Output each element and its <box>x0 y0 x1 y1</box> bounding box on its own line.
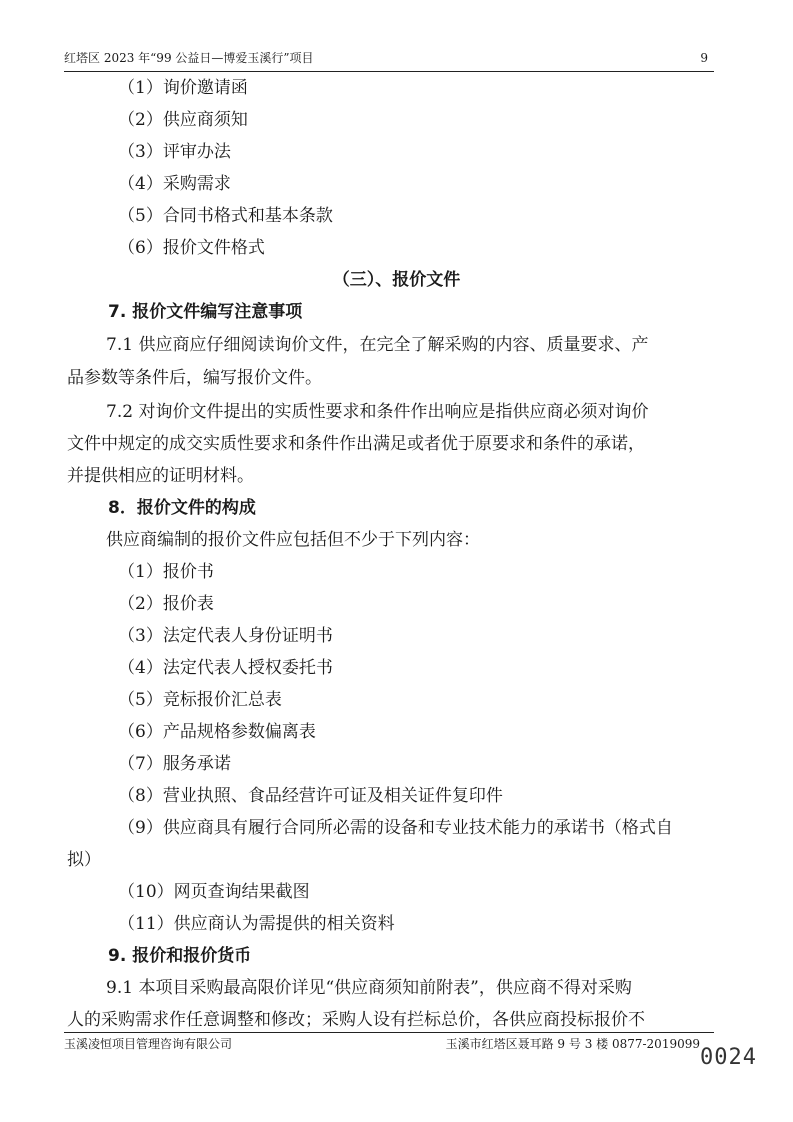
paragraph-7-1-line: 品参数等条件后，编写报价文件。 <box>67 368 322 388</box>
list-item: （7）服务承诺 <box>118 754 231 774</box>
heading-8: 8．报价文件的构成 <box>108 498 256 518</box>
list-item: （6）报价文件格式 <box>118 238 265 258</box>
paragraph-9-1-line: 9.1 本项目采购最高限价详见“供应商须知前附表”，供应商不得对采购 <box>106 978 632 998</box>
list-item: （2）供应商须知 <box>118 110 248 130</box>
list-item: （1）询价邀请函 <box>118 78 248 98</box>
paragraph-9-1-line: 人的采购需求作任意调整和修改；采购人设有拦标总价，各供应商投标报价不 <box>67 1010 645 1030</box>
list-item: （5）合同书格式和基本条款 <box>118 206 333 226</box>
paragraph-7-2-line: 7.2 对询价文件提出的实质性要求和条件作出响应是指供应商必须对询价 <box>106 402 649 422</box>
paragraph-8-intro: 供应商编制的报价文件应包括但不少于下列内容： <box>106 530 480 550</box>
list-item-continuation: 拟） <box>67 850 101 870</box>
header-project-title: 红塔区 2023 年“99 公益日—博爱玉溪行”项目 <box>64 51 314 65</box>
list-item: （10）网页查询结果截图 <box>118 882 310 902</box>
list-item: （3）法定代表人身份证明书 <box>118 626 333 646</box>
paragraph-7-2-line: 文件中规定的成交实质性要求和条件作出满足或者优于原要求和条件的承诺， <box>67 434 645 454</box>
list-item: （4）法定代表人授权委托书 <box>118 658 333 678</box>
footer-address: 玉溪市红塔区聂耳路 9 号 3 楼 0877-2019099 <box>445 1037 700 1051</box>
list-item: （1）报价书 <box>118 562 214 582</box>
list-item: （8）营业执照、食品经营许可证及相关证件复印件 <box>118 786 503 806</box>
list-item: （4）采购需求 <box>118 174 231 194</box>
heading-9: 9. 报价和报价货币 <box>108 946 252 966</box>
list-item: （2）报价表 <box>118 594 214 614</box>
paragraph-7-1-line: 7.1 供应商应仔细阅读询价文件，在完全了解采购的内容、质量要求、产 <box>106 335 649 355</box>
page-header <box>64 49 714 72</box>
heading-7: 7. 报价文件编写注意事项 <box>108 302 303 322</box>
section-title: （三）、报价文件 <box>332 270 461 290</box>
header-page-number: 9 <box>700 51 708 65</box>
list-item: （5）竞标报价汇总表 <box>118 690 282 710</box>
paragraph-7-2-line: 并提供相应的证明材料。 <box>67 466 254 486</box>
list-item: （3）评审办法 <box>118 142 231 162</box>
list-item: （9）供应商具有履行合同所必需的设备和专业技术能力的承诺书（格式自 <box>118 818 673 838</box>
list-item: （6）产品规格参数偏离表 <box>118 722 316 742</box>
list-item: （11）供应商认为需提供的相关资料 <box>118 914 395 934</box>
footer-company: 玉溪凌恒项目管理咨询有限公司 <box>64 1037 233 1051</box>
page-stamp-number: 0024 <box>700 1045 757 1070</box>
page-footer <box>64 1032 714 1053</box>
